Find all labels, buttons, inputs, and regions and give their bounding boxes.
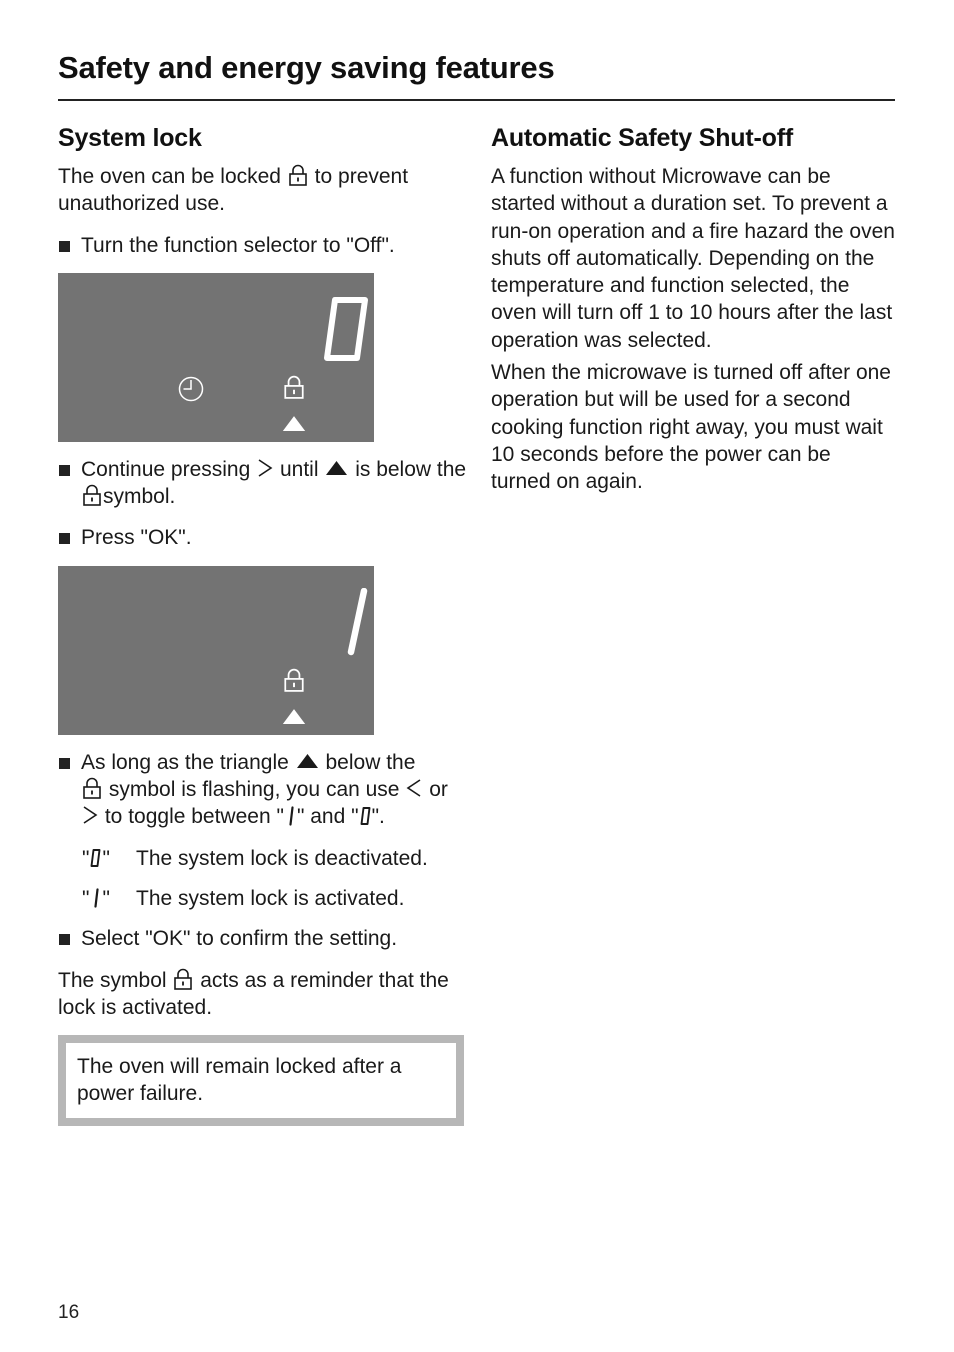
definition-text: The system lock is deactivated. bbox=[136, 846, 428, 870]
oven-display-off bbox=[58, 273, 374, 442]
page-title: Safety and energy saving features bbox=[58, 50, 555, 85]
step-2-a: Continue pressing bbox=[81, 457, 251, 481]
step-4-b: below the bbox=[325, 750, 416, 774]
definition-activated bbox=[58, 885, 468, 912]
digit-0-glyph bbox=[360, 806, 371, 826]
right-arrow-icon bbox=[257, 458, 273, 478]
definition-text: The system lock is activated. bbox=[136, 886, 405, 910]
bullet-square-icon bbox=[59, 465, 70, 476]
system-lock-section bbox=[58, 124, 468, 1126]
lock-icon bbox=[173, 968, 193, 990]
auto-shutoff-para-1: A function without Microwave can be started without a duration set. To prevent a run-on operation and a fire hazard the oven shuts off automatically. Depending on the temperature and function selected, the oven will turn off 1 to 10 hours after the last operation was selected. bbox=[491, 165, 895, 352]
step-5 bbox=[58, 925, 468, 952]
bullet-square-icon bbox=[59, 533, 70, 544]
digit-1-display bbox=[342, 588, 372, 656]
bullet-square-icon bbox=[59, 934, 70, 945]
bullet-square-icon bbox=[59, 241, 70, 252]
digit-0-display bbox=[321, 297, 369, 361]
system-lock-heading: System lock bbox=[58, 124, 202, 152]
auto-shutoff-section bbox=[491, 124, 896, 510]
lock-icon bbox=[82, 484, 102, 506]
clock-icon bbox=[178, 376, 204, 402]
left-arrow-icon bbox=[406, 778, 422, 798]
triangle-icon bbox=[296, 753, 319, 769]
triangle-indicator-icon bbox=[280, 708, 308, 725]
definition-key: " " bbox=[82, 846, 110, 870]
step-1-text: Turn the function selector to "Off". bbox=[81, 233, 395, 257]
lock-icon bbox=[283, 668, 305, 692]
triangle-icon bbox=[325, 460, 348, 476]
step-4-c: symbol is flashing, you can use bbox=[108, 778, 400, 802]
definition-deactivated bbox=[58, 845, 468, 872]
step-1 bbox=[58, 232, 468, 259]
step-4-e: to toggle between " bbox=[104, 805, 284, 829]
step-2-d: symbol. bbox=[103, 485, 176, 509]
lock-icon bbox=[82, 777, 102, 799]
definition-key: " " bbox=[82, 886, 110, 910]
step-4-g: ". bbox=[371, 805, 385, 829]
step-3 bbox=[58, 524, 468, 551]
intro-before: The oven can be locked bbox=[58, 165, 281, 188]
step-2 bbox=[58, 456, 468, 511]
page-number: 16 bbox=[58, 1302, 80, 1323]
oven-display-locked bbox=[58, 566, 374, 735]
reminder-after: acts as a reminder that the lock is activated. bbox=[58, 968, 449, 1019]
step-5-text: Select "OK" to confirm the setting. bbox=[81, 927, 398, 951]
note-text: The oven will remain locked after a power failure. bbox=[77, 1055, 402, 1106]
bullet-square-icon bbox=[59, 758, 70, 769]
step-2-b: until bbox=[279, 457, 319, 481]
step-4 bbox=[58, 749, 468, 831]
power-failure-note bbox=[58, 1035, 464, 1126]
step-3-text: Press "OK". bbox=[81, 526, 192, 550]
digit-1-glyph bbox=[285, 806, 296, 826]
step-4-a: As long as the triangle bbox=[81, 750, 289, 774]
step-2-c: is below the bbox=[355, 457, 467, 481]
digit-1-glyph bbox=[90, 888, 101, 908]
auto-shutoff-heading: Automatic Safety Shut-off bbox=[491, 124, 793, 152]
intro-after: to prevent unauthorized use. bbox=[58, 165, 409, 216]
digit-0-glyph bbox=[90, 848, 101, 868]
system-lock-intro bbox=[58, 163, 468, 218]
lock-icon bbox=[288, 164, 308, 186]
reminder-before: The symbol bbox=[58, 968, 167, 992]
right-arrow-icon bbox=[82, 805, 98, 825]
triangle-indicator-icon bbox=[280, 415, 308, 432]
step-4-d: or bbox=[429, 778, 448, 802]
title-divider bbox=[58, 99, 895, 101]
lock-reminder bbox=[58, 967, 468, 1022]
auto-shutoff-para-2: When the microwave is turned off after one operation but will be used for a second cooking function right away, you must wait 10 seconds before the power can be turned on again. bbox=[491, 361, 891, 494]
step-4-f: " and " bbox=[296, 805, 359, 829]
lock-icon bbox=[283, 375, 305, 399]
